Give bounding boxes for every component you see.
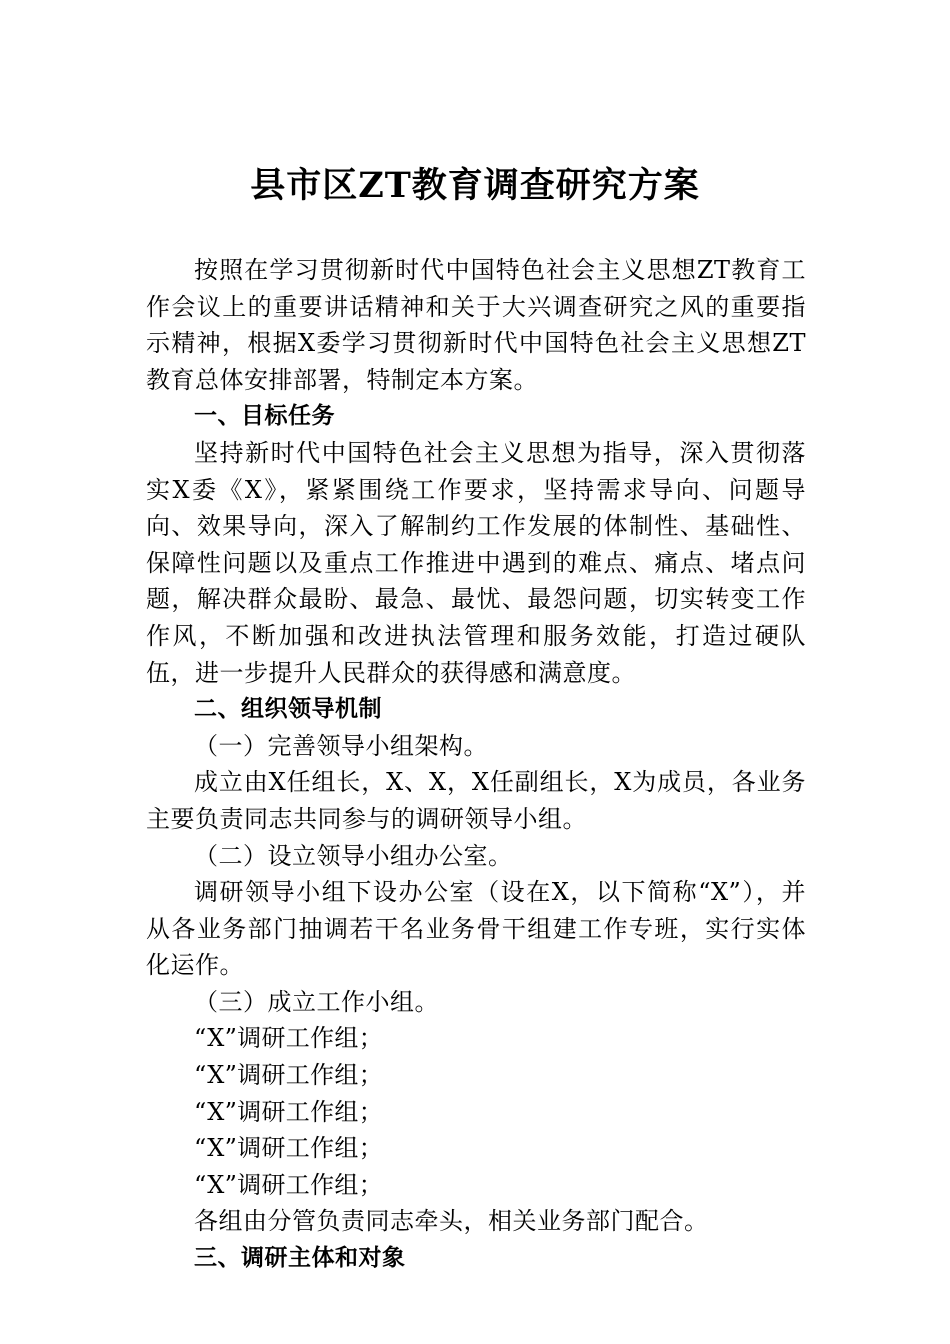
group-office-paragraph: 调研领导小组下设办公室（设在X，以下简称“X”），并从各业务部门抽调若干名业务骨干组建工作专班，实行实体化运作。: [146, 878, 806, 980]
document-body: [146, 252, 806, 1277]
leadership-group-paragraph: 成立由X任组长，X、X，X任副组长，X为成员，各业务主要负责同志共同参与的调研领导小组。: [146, 768, 806, 833]
subheading-group-office: （二）设立领导小组办公室。: [194, 841, 513, 870]
work-team-item: “X”调研工作组；: [194, 1134, 383, 1163]
goals-paragraph: 坚持新时代中国特色社会主义思想为指导，深入贯彻落实X委《X》，紧紧围绕工作要求，坚持需求导向、问题导向、效果导向，深入了解制约工作发展的体制性、基础性、保障性问题以及重点工作推进中遇到的难点、痛点、堵点问题，解决群众最盼、最急、最忧、最怨问题，切实转变工作作风，不断加强和改进执法管理和服务效能，打造过硬队伍，进一步提升人民群众的获得感和满意度。: [146, 438, 806, 687]
work-team-item: “X”调研工作组；: [194, 1024, 383, 1053]
section-heading-goals: 一、目标任务: [194, 403, 335, 430]
work-team-item: “X”调研工作组；: [194, 1170, 383, 1199]
section-heading-subjects: 三、调研主体和对象: [194, 1245, 406, 1272]
work-team-item: “X”调研工作组；: [194, 1097, 383, 1126]
document-title: 县市区ZT教育调查研究方案: [250, 165, 700, 206]
section-heading-organization: 二、组织领导机制: [194, 696, 382, 723]
intro-paragraph: 按照在学习贯彻新时代中国特色社会主义思想ZT教育工作会议上的重要讲话精神和关于大兴调查研究之风的重要指示精神，根据X委学习贯彻新时代中国特色社会主义思想ZT教育总体安排部署，特制定本方案。: [146, 256, 806, 394]
work-teams-closing: 各组由分管负责同志牵头，相关业务部门配合。: [194, 1207, 709, 1236]
work-team-item: “X”调研工作组；: [194, 1061, 383, 1090]
subheading-work-teams: （三）成立工作小组。: [194, 987, 439, 1016]
subheading-leadership-group: （一）完善领导小组架构。: [194, 731, 488, 760]
